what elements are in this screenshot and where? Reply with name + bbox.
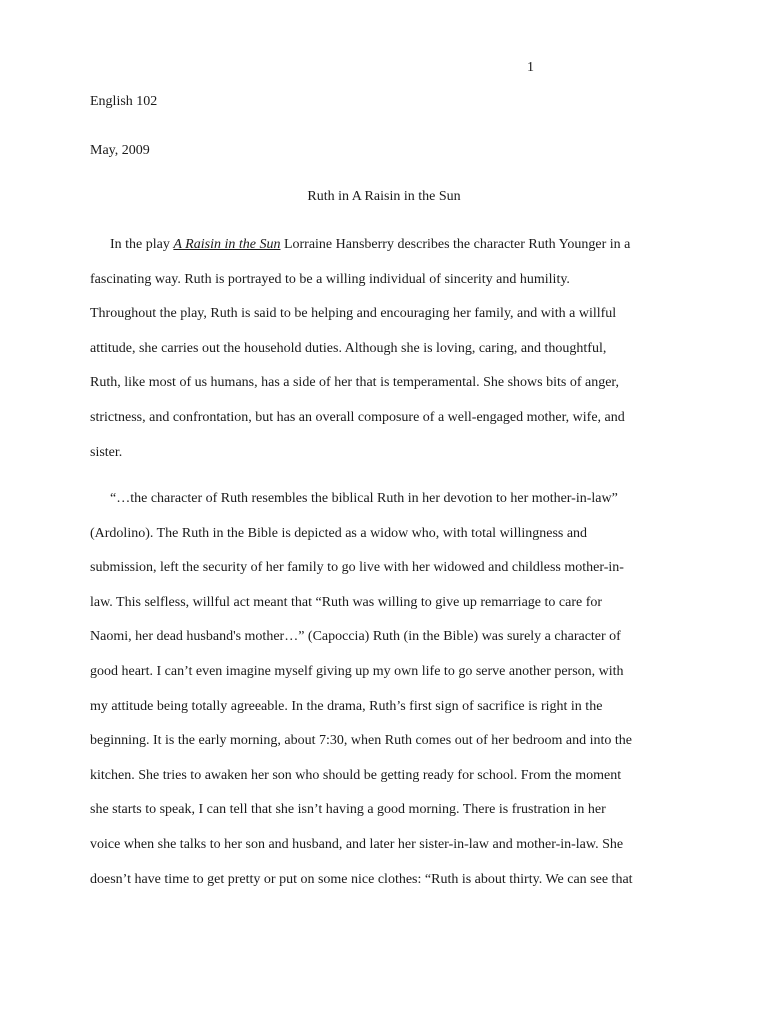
paragraph-2 — [90, 489, 690, 904]
paragraph-line — [90, 235, 690, 270]
intro-text: In the play — [110, 237, 174, 252]
essay-date: May, 2009 — [90, 143, 150, 158]
paragraph-line: law. This selfless, willful act meant that “Ruth was willing to give up remarriage to care for — [90, 594, 603, 610]
paragraph-line: voice when she talks to her son and husband, and later her sister-in-law and mother-in-law. She — [90, 836, 624, 852]
paragraph-line: submission, left the security of her family to go live with her widowed and childless mother-in- — [90, 560, 624, 576]
course-name: English 102 — [90, 94, 158, 109]
paragraph-line: Throughout the play, Ruth is said to be helping and encouraging her family, and with a willful — [90, 306, 617, 322]
paragraph-line: sister. — [90, 444, 123, 460]
paragraph-line: strictness, and confrontation, but has an overall composure of a well-engaged mother, wife, and — [90, 409, 625, 425]
play-title: A Raisin in the Sun — [173, 237, 281, 252]
paragraph-line: (Ardolino). The Ruth in the Bible is depicted as a widow who, with total willingness and — [90, 525, 588, 541]
page-number: 1 — [527, 60, 534, 75]
paragraph-line: beginning. It is the early morning, about 7:30, when Ruth comes out of her bedroom and into the — [90, 733, 633, 749]
intro-text-continued: Lorraine Hansberry describes the character Ruth Younger in a — [280, 237, 631, 252]
paragraph-line: attitude, she carries out the household duties. Although she is loving, caring, and thoughtful, — [90, 340, 607, 356]
paragraph-1 — [90, 235, 690, 477]
paragraph-line: Naomi, her dead husband's mother…” (Capoccia) Ruth (in the Bible) was surely a character of — [90, 629, 621, 645]
paragraph-line: she starts to speak, I can tell that she isn’t having a good morning. There is frustration in her — [90, 802, 606, 818]
paragraph-line: “…the character of Ruth resembles the biblical Ruth in her devotion to her mother-in-law” — [110, 491, 618, 506]
paragraph-line: kitchen. She tries to awaken her son who should be getting ready for school. From the moment — [90, 767, 622, 783]
paragraph-line: good heart. I can’t even imagine myself giving up my own life to go serve another person, with — [90, 663, 624, 679]
paragraph-line: Ruth, like most of us humans, has a side of her that is temperamental. She shows bits of anger, — [90, 375, 620, 391]
essay-title: Ruth in A Raisin in the Sun — [307, 189, 461, 204]
paragraph-line: fascinating way. Ruth is portrayed to be a willing individual of sincerity and humility. — [90, 271, 570, 287]
paragraph-line: doesn’t have time to get pretty or put on some nice clothes: “Ruth is about thirty. We can see that — [90, 871, 633, 887]
paragraph-line: my attitude being totally agreeable. In the drama, Ruth’s first sign of sacrifice is right in the — [90, 698, 603, 714]
